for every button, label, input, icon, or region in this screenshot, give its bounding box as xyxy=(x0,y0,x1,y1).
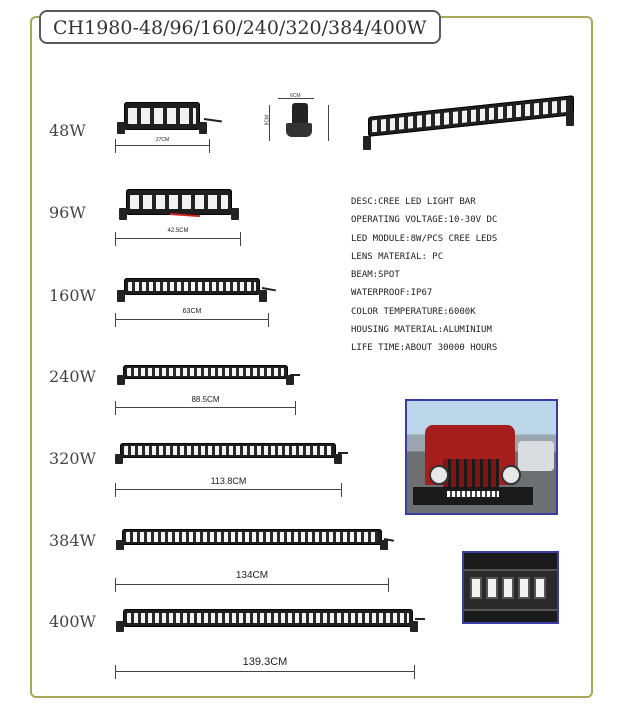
dimension-label-384w: 134CM xyxy=(233,570,271,581)
mount-foot xyxy=(363,136,371,150)
spec-list xyxy=(351,193,497,358)
watt-label-240w: 240W xyxy=(49,367,96,386)
dimension-label-400w: 139.3CM xyxy=(240,656,291,668)
mount-foot xyxy=(380,540,388,550)
light-bar-160w xyxy=(124,278,260,295)
dimension-label-160w: 63CM xyxy=(180,308,205,315)
mount-foot xyxy=(116,540,124,550)
dimension-label-240w: 88.5CM xyxy=(188,395,222,404)
light-bar-400w xyxy=(123,609,413,627)
watt-label-96w: 96W xyxy=(49,203,86,222)
spec-housing: HOUSING MATERIAL:ALUMINIUM xyxy=(351,325,492,336)
led-closeup-photo xyxy=(462,551,559,624)
watt-label-320w: 320W xyxy=(49,449,96,468)
dimension-320w xyxy=(115,476,342,497)
mount-foot xyxy=(119,208,127,220)
light-bar-96w xyxy=(126,189,232,215)
mount-foot xyxy=(334,454,342,464)
mount-foot xyxy=(117,375,125,385)
spec-led-module: LED MODULE:8W/PCS CREE LEDS xyxy=(351,233,498,244)
dimension-48w xyxy=(115,139,210,153)
side-view-diagram xyxy=(264,93,336,147)
power-cable xyxy=(338,452,348,454)
spec-voltage: OPERATING VOLTAGE:10-30V DC xyxy=(351,215,498,226)
dimension-label-48w: 27CM xyxy=(153,137,172,143)
dimension-384w xyxy=(115,570,389,592)
spec-desc: DESC:CREE LED LIGHT BAR xyxy=(351,197,476,207)
power-cable xyxy=(290,374,300,376)
mount-foot xyxy=(117,290,125,302)
spec-color-temp: COLOR TEMPERATURE:6000K xyxy=(351,306,476,317)
spec-lens: LENS MATERIAL: PC xyxy=(351,251,444,262)
light-bar-384w xyxy=(122,529,382,545)
watt-label-384w: 384W xyxy=(49,531,96,550)
dimension-160w xyxy=(115,308,269,327)
mount-foot xyxy=(231,208,239,220)
side-width-label: 6CM xyxy=(290,93,301,99)
mount-foot xyxy=(117,122,125,134)
mount-foot xyxy=(286,375,294,385)
dimension-240w xyxy=(115,395,296,415)
light-bar-240w xyxy=(123,365,288,379)
watt-label-400w: 400W xyxy=(49,612,96,631)
mount-foot xyxy=(410,621,418,632)
spec-lifetime: LIFE TIME:ABOUT 30000 HOURS xyxy=(351,343,498,354)
side-height-label-left: 8CM xyxy=(264,114,271,126)
mount-foot xyxy=(115,454,123,464)
mount-foot xyxy=(199,122,207,134)
mount-foot xyxy=(116,621,124,632)
page-title: CH1980-48/96/160/240/320/384/400W xyxy=(39,10,441,44)
watt-label-160w: 160W xyxy=(49,286,96,305)
dimension-96w xyxy=(115,228,241,246)
light-bar-320w xyxy=(120,443,336,458)
dimension-400w xyxy=(115,656,415,679)
spec-beam: BEAM:SPOT xyxy=(351,270,400,281)
power-cable xyxy=(415,618,425,620)
mount-foot xyxy=(566,112,574,126)
vehicle-installation-photo xyxy=(405,399,558,515)
watt-label-48w: 48W xyxy=(49,121,86,140)
spec-waterproof: WATERPROOF:IP67 xyxy=(351,288,433,299)
mount-foot xyxy=(259,290,267,302)
dimension-label-96w: 42.5CM xyxy=(164,228,191,234)
light-bar-48w xyxy=(124,102,200,130)
dimension-label-320w: 113.8CM xyxy=(208,476,250,486)
